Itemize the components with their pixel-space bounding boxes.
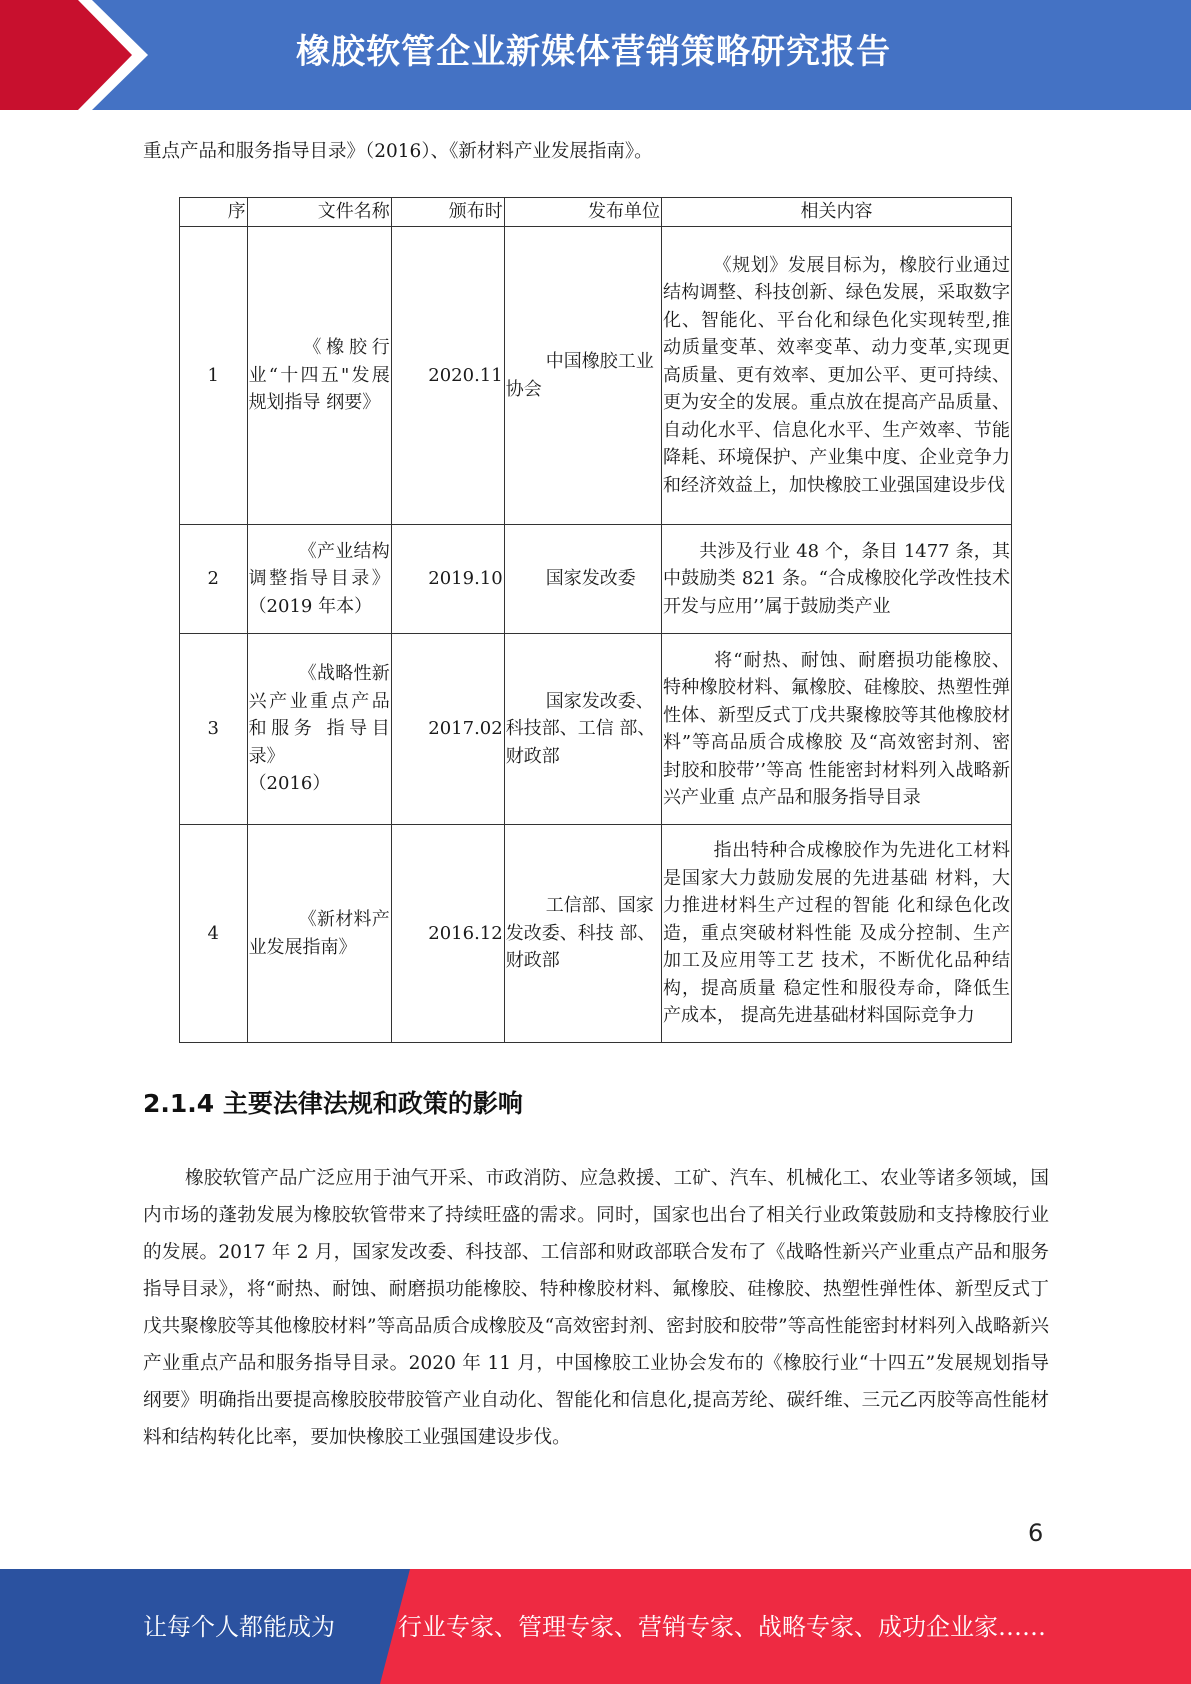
header-doc-name: 文件名称 xyxy=(247,198,391,227)
row-doc-name: 《战略性新 兴产业重点产品和服务 指导目录》 （2016） xyxy=(247,634,391,825)
row-doc-name: 《新材料产 业发展指南》 xyxy=(247,825,391,1043)
header-issuer: 发布单位 xyxy=(504,198,661,227)
header-band xyxy=(0,0,1191,110)
row-date: 2017.02 xyxy=(391,634,504,825)
footer-band xyxy=(0,1569,1191,1684)
table-row xyxy=(180,525,1012,634)
table-row xyxy=(180,227,1012,525)
row-date: 2016.12 xyxy=(391,825,504,1043)
row-content: 将“耐热、耐蚀、耐磨损功能橡胶、特种橡胶材料、氟橡胶、硅橡胶、热塑性弹性体、新型反式丁戊共聚橡胶等其他橡胶材料”等高品质合成橡胶 及“高效密封剂、密封胶和胶带’’等高 性能密封材料列入战略新兴产业重 点产品和服务指导目录 xyxy=(662,634,1012,825)
row-doc-name: 《产业结构 调整指导目录》（2019 年本） xyxy=(247,525,391,634)
row-no: 3 xyxy=(180,634,248,825)
row-no: 2 xyxy=(180,525,248,634)
table-row xyxy=(180,825,1012,1043)
header-no: 序 xyxy=(180,198,248,227)
header-date: 颁布时 xyxy=(391,198,504,227)
footer-slogan-left: 让每个人都能成为 xyxy=(143,1613,335,1641)
row-no: 1 xyxy=(180,227,248,525)
section-heading: 2.1.4 主要法律法规和政策的影响 xyxy=(143,1089,523,1118)
row-no: 4 xyxy=(180,825,248,1043)
footer-slogan-right: 行业专家、管理专家、营销专家、战略专家、成功企业家…… xyxy=(398,1613,1046,1641)
table-row xyxy=(180,634,1012,825)
report-title: 橡胶软管企业新媒体营销策略研究报告 xyxy=(296,32,891,72)
row-date: 2020.11 xyxy=(391,227,504,525)
table-header-row xyxy=(180,198,1012,227)
header-arrow-logo-icon xyxy=(0,0,160,110)
row-doc-name: 《橡胶行业“十四五"发展规划指导 纲要》 xyxy=(247,227,391,525)
intro-text: 重点产品和服务指导目录》（2016）、《新材料产业发展指南》。 xyxy=(143,141,653,162)
body-paragraph: 橡胶软管产品广泛应用于油气开采、市政消防、应急救援、工矿、汽车、机械化工、农业等诸多领域，国内市场的蓬勃发展为橡胶软管带来了持续旺盛的需求。同时，国家也出台了相关行业政策鼓励和支持橡胶行业的发展。2017 年 2 月，国家发改委、科技部、工信部和财政部联合发布了《战略性新兴产业重点产品和服务指导目录》，将“耐热、耐蚀、耐磨损功能橡胶、特种橡胶材料、氟橡胶、硅橡胶、热塑性弹性体、新型反式丁戊共聚橡胶等其他橡胶材料”等高品质合成橡胶及“高效密封剂、密封胶和胶带”等高性能密封材料列入战略新兴产业重点产品和服务指导目录。2020 年 11 月，中国橡胶工业协会发布的《橡胶行业“十四五”发展规划指导纲要》明确指出要提高橡胶胶带胶管产业自动化、智能化和信息化,提高芳纶、碳纤维、三元乙丙胶等高性能材料和结构转化比率，要加快橡胶工业强国建设步伐。 xyxy=(143,1168,1049,1448)
policy-table xyxy=(179,197,1012,1043)
row-content: 共涉及行业 48 个，条目 1477 条，其 中鼓励类 821 条。“合成橡胶化学改性技术开发与应用’’属于鼓励类产业 xyxy=(662,525,1012,634)
row-doc-year: （2016） xyxy=(248,773,331,795)
row-date: 2019.10 xyxy=(391,525,504,634)
row-issuer: 工信部、国家发改委、科技 部、财政部 xyxy=(504,825,661,1043)
header-content: 相关内容 xyxy=(662,198,1012,227)
row-issuer: 中国橡胶工业 协会 xyxy=(504,227,661,525)
page-number: 6 xyxy=(1028,1519,1044,1547)
row-content: 《规划》发展目标为，橡胶行业通过 结构调整、科技创新、绿色发展，采取数字化、智能化、平台化和绿色化实现转型,推动质量变革、效率变革、动力变革,实现更高质量、更有效率、更加公平、更可持续、更为安全的发展。重点放在提高产品质量、自动化水平、信息化水平、生产效率、节能降耗、环境保护、产业集中度、企业竞争力和经济效益上，加快橡胶工业强国建设步伐 xyxy=(662,227,1012,525)
row-issuer: 国家发改委 xyxy=(504,525,661,634)
row-issuer: 国家发改委、科技部、工信 部、财政部 xyxy=(504,634,661,825)
row-content: 指出特种合成橡胶作为先进化工材料是国家大力鼓励发展的先进基础 材料，大力推进材料生产过程的智能 化和绿色化改造，重点突破材料性能 及成分控制、生产加工及应用等工艺 技术，不断优化品种结构，提高质量 稳定性和服役寿命，降低生产成本， 提高先进基础材料国际竞争力 xyxy=(662,825,1012,1043)
